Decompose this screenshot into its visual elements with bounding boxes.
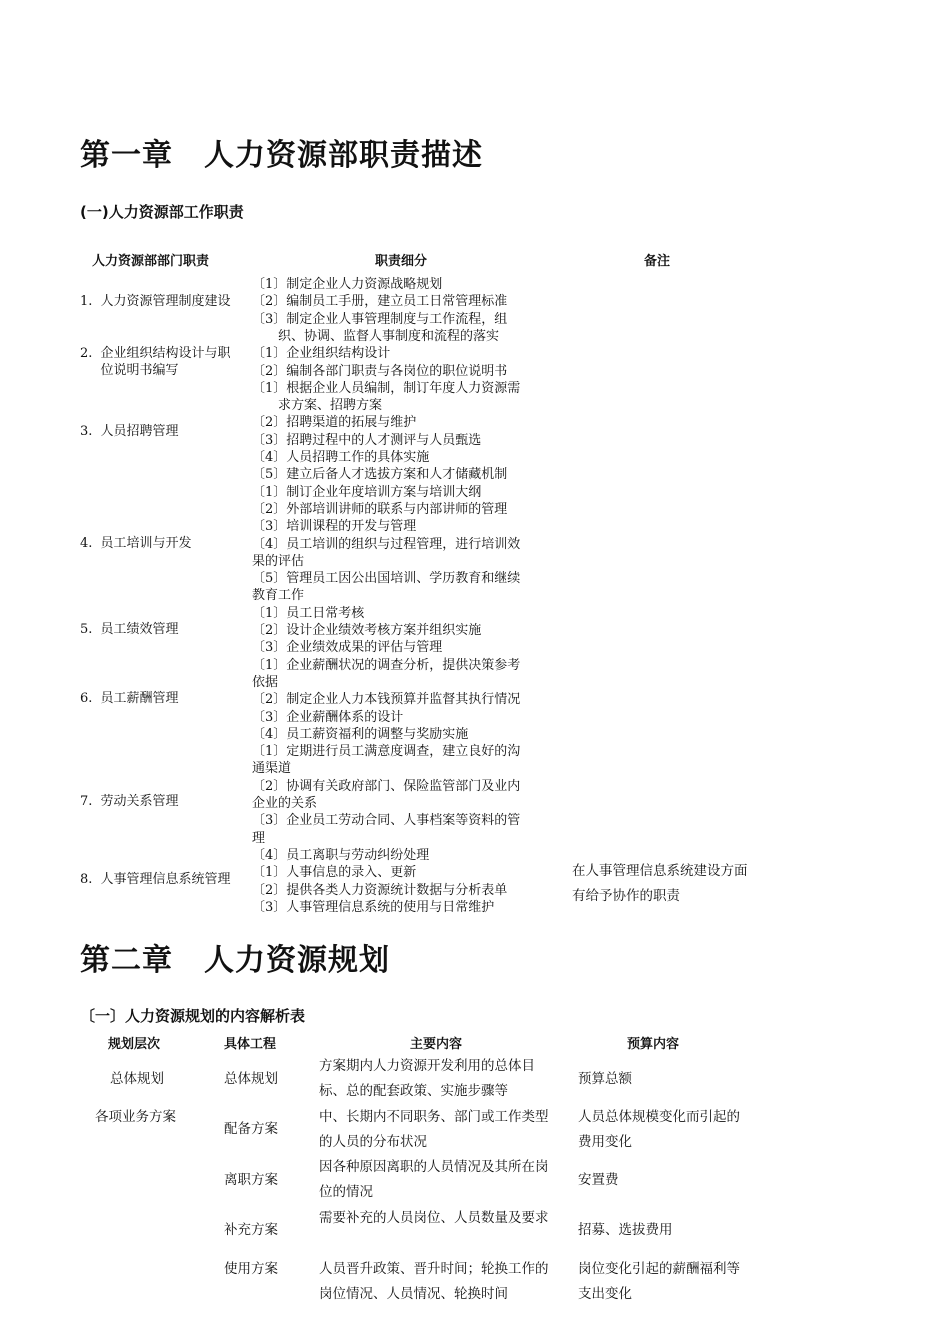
- header-budget-content: 预算内容: [627, 1037, 680, 1052]
- duty-detail-line: 〔2〕制定企业人力本钱预算并监督其执行情况: [252, 692, 521, 708]
- header-duty-detail: 职责细分: [375, 254, 428, 269]
- duty-number: 1.: [80, 294, 93, 309]
- duty-detail-line: 〔1〕根据企业人员编制，制订年度人力资源需: [252, 380, 521, 396]
- chapter-2-title: 第二章 人力资源规划: [80, 943, 390, 978]
- duty-item: [80, 535, 240, 552]
- duty-title: 员工薪酬管理: [100, 691, 179, 706]
- plan-content: 方案期内人力资源开发利用的总体目标、总的配套政策、实施步骤等: [319, 1058, 535, 1099]
- plan-project: 补充方案: [224, 1222, 278, 1238]
- duty-detail-line: 〔4〕人员招聘工作的具体实施: [252, 450, 430, 465]
- duty-detail-line: 〔2〕外部培训讲师的联系与内部讲师的管理: [252, 501, 508, 517]
- duty-detail-line: 果的评估: [252, 553, 305, 569]
- plan-budget: 预算总额: [578, 1071, 632, 1087]
- header-remark: 备注: [644, 254, 671, 269]
- plan-level-total: 总体规划: [110, 1071, 164, 1087]
- duty-detail-line: 〔2〕设计企业绩效考核方案并组织实施: [252, 623, 482, 638]
- plan-content: 中、长期内不同职务、部门或工作类型的人员的分布状况: [319, 1109, 549, 1150]
- duty-detail-line: 〔2〕招聘渠道的拓展与维护: [252, 415, 417, 431]
- remark-text: 在人事管理信息系统建设方面有给予协作的职责: [572, 863, 748, 904]
- plan-content: 人员晋升政策、晋升时间；轮换工作的岗位情况、人员情况、轮换时间: [319, 1261, 549, 1302]
- duty-detail-line: 〔3〕企业员工劳动合同、人事档案等资料的管: [252, 813, 521, 829]
- duty-detail-line: 〔1〕定期进行员工满意度调查，建立良好的沟: [252, 744, 521, 760]
- duty-detail-line: 〔2〕编制员工手册，建立员工日常管理标准: [252, 294, 508, 310]
- duty-number: 7.: [80, 794, 93, 809]
- section-1-title: (一)人力资源部工作职责: [80, 203, 244, 221]
- plan-project: 使用方案: [224, 1261, 278, 1277]
- duty-detail-line: 〔1〕员工日常考核: [252, 605, 365, 621]
- duty-title: 企业组织结构设计与职位说明书编写: [100, 346, 231, 378]
- duty-number: 2.: [80, 346, 93, 361]
- header-main-content: 主要内容: [410, 1037, 463, 1052]
- duty-detail-line: 依据: [252, 674, 279, 690]
- duty-detail-line: 〔3〕企业薪酬体系的设计: [252, 709, 404, 725]
- duty-title: 员工绩效管理: [100, 622, 179, 637]
- duty-detail-line: 织、协调、监督人事制度和流程的落实: [252, 328, 500, 344]
- duty-item: [80, 293, 240, 310]
- duty-title: 人事管理信息系统管理: [100, 872, 231, 887]
- duty-item: [80, 690, 240, 707]
- plan-budget: 岗位变化引起的薪酬福利等支出变化: [578, 1261, 740, 1302]
- duty-item: [80, 423, 240, 440]
- duty-title: 人力资源管理制度建设: [100, 294, 231, 309]
- section-2-title: 〔一〕人力资源规划的内容解析表: [80, 1007, 306, 1025]
- duty-number: 3.: [80, 424, 93, 439]
- duty-detail-line: 〔1〕人事信息的录入、更新: [252, 865, 417, 881]
- duty-detail-line: 理: [252, 830, 266, 846]
- duty-title: 人员招聘管理: [100, 424, 179, 439]
- plan-budget: 人员总体规模变化而引起的费用变化: [578, 1109, 740, 1150]
- duty-item: [80, 871, 240, 888]
- header-plan-level: 规划层次: [108, 1037, 161, 1052]
- duty-detail-line: 〔1〕制定企业人力资源战略规划: [252, 277, 443, 292]
- duty-item: [80, 345, 240, 379]
- duty-title: 员工培训与开发: [100, 536, 192, 551]
- duty-detail-line: 〔2〕编制各部门职责与各岗位的职位说明书: [252, 363, 508, 379]
- plan-content: 需要补充的人员岗位、人员数量及要求: [319, 1210, 549, 1226]
- duty-number: 5.: [80, 622, 93, 637]
- duty-detail-line: 〔3〕培训课程的开发与管理: [252, 519, 417, 535]
- plan-project: 离职方案: [224, 1172, 278, 1188]
- duty-detail-line: 〔3〕制定企业人事管理制度与工作流程，组: [252, 311, 508, 327]
- duty-detail-line: 通渠道: [252, 761, 292, 777]
- duty-detail-line: 〔3〕人事管理信息系统的使用与日常维护: [252, 899, 495, 915]
- duty-detail-line: 〔1〕企业组织结构设计: [252, 346, 391, 362]
- duty-title: 劳动关系管理: [100, 794, 179, 809]
- duty-detail-line: 〔2〕提供各类人力资源统计数据与分析表单: [252, 882, 508, 898]
- duty-number: 8.: [80, 872, 93, 887]
- duty-detail-line: 〔4〕员工离职与劳动纠纷处理: [252, 847, 430, 863]
- plan-level-business: 各项业务方案: [95, 1109, 176, 1125]
- duty-number: 4.: [80, 536, 93, 551]
- duty-detail-line: 〔4〕员工培训的组织与过程管理，进行培训效: [252, 536, 521, 552]
- plan-budget: 招募、选拔费用: [578, 1222, 673, 1238]
- duty-detail-line: 〔5〕建立后备人才选拔方案和人才储藏机制: [252, 467, 508, 483]
- chapter-1-title: 第一章 人力资源部职责描述: [80, 138, 483, 173]
- duty-detail-line: 〔3〕招聘过程中的人才测评与人员甄选: [252, 432, 482, 448]
- duty-detail-line: 求方案、招聘方案: [252, 398, 383, 414]
- duty-detail-line: 〔4〕员工薪资福利的调整与奖励实施: [252, 726, 469, 742]
- duty-detail-line: 企业的关系: [252, 796, 318, 811]
- duty-number: 6.: [80, 691, 93, 706]
- duty-item: [80, 621, 240, 638]
- duty-detail-line: 教育工作: [252, 588, 305, 604]
- duty-detail-line: 〔1〕制订企业年度培训方案与培训大纲: [252, 484, 482, 500]
- duty-detail-line: 〔5〕管理员工因公出国培训、学历教育和继续: [252, 571, 521, 587]
- duty-detail-line: 〔3〕企业绩效成果的评估与管理: [252, 640, 443, 656]
- duty-detail-line: 〔2〕协调有关政府部门、保险监管部门及业内: [252, 778, 521, 794]
- plan-budget: 安置费: [578, 1172, 619, 1188]
- header-project: 具体工程: [224, 1037, 277, 1052]
- plan-project: 总体规划: [224, 1071, 278, 1087]
- duty-detail-line: 〔1〕企业薪酬状况的调查分析，提供决策参考: [252, 657, 521, 673]
- plan-project: 配备方案: [224, 1121, 278, 1137]
- plan-content: 因各种原因离职的人员情况及其所在岗位的情况: [319, 1159, 549, 1200]
- header-department-duty: 人力资源部部门职责: [92, 254, 210, 269]
- duty-item: [80, 793, 240, 810]
